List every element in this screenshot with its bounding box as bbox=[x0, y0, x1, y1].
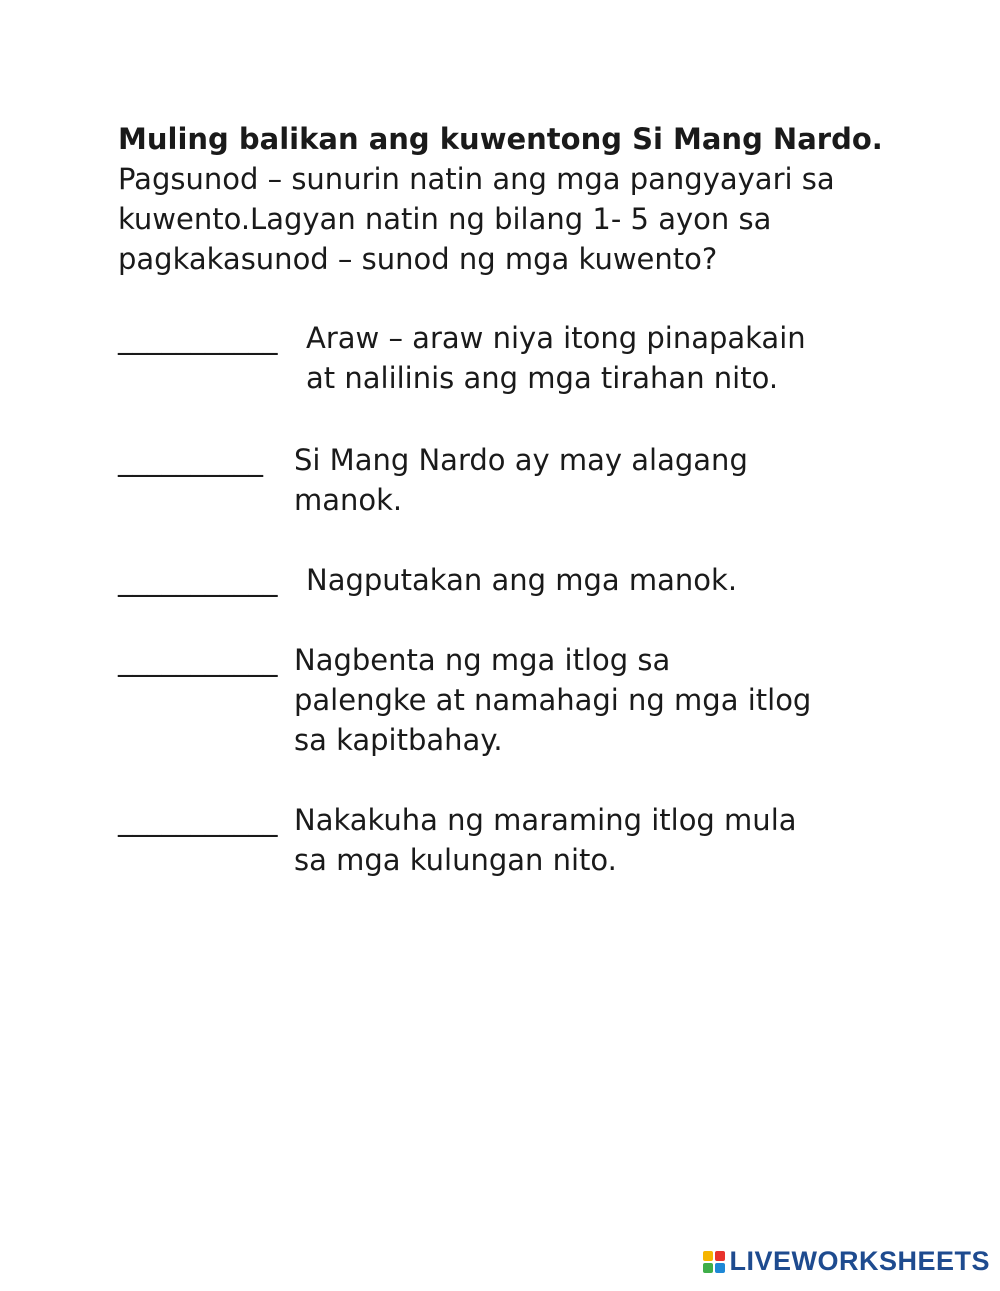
sequence-item-text-1: Araw – araw niya itong pinapakain at nalilinis ang mga tirahan nito. bbox=[306, 321, 806, 395]
sequence-item-text-5: Nakakuha ng maraming itlog mula sa mga kulungan nito. bbox=[294, 803, 797, 877]
answer-blank-2[interactable]: __________ bbox=[118, 443, 263, 477]
answer-blank-1[interactable]: ___________ bbox=[118, 321, 278, 355]
logo-mark-square-2 bbox=[715, 1251, 725, 1261]
logo-mark-square-3 bbox=[703, 1263, 713, 1273]
worksheet-intro bbox=[118, 119, 898, 279]
logo-text: LIVEWORKSHEETS bbox=[729, 1246, 990, 1276]
logo-mark-square-4 bbox=[715, 1263, 725, 1273]
answer-blank-5[interactable]: ___________ bbox=[118, 803, 278, 837]
sequence-item-text-4: Nagbenta ng mga itlog sa palengke at namahagi ng mga itlog sa kapitbahay. bbox=[294, 643, 812, 757]
worksheet-title: Muling balikan ang kuwentong Si Mang Nardo. bbox=[118, 122, 883, 156]
liveworksheets-logo bbox=[703, 1246, 990, 1277]
sequence-item-text-2: Si Mang Nardo ay may alagang manok. bbox=[294, 443, 748, 517]
sequence-item-text-3: Nagputakan ang mga manok. bbox=[306, 563, 738, 597]
answer-blank-4[interactable]: ___________ bbox=[118, 643, 278, 677]
answer-blank-3[interactable]: ___________ bbox=[118, 563, 278, 597]
logo-mark-square-1 bbox=[703, 1251, 713, 1261]
worksheet-instructions: Pagsunod – sunurin natin ang mga pangyayari sa kuwento.Lagyan natin ng bilang 1- 5 ayon sa pagkakasunod – sunod ng mga kuwento? bbox=[118, 162, 835, 276]
liveworksheets-logo-icon bbox=[703, 1251, 725, 1273]
